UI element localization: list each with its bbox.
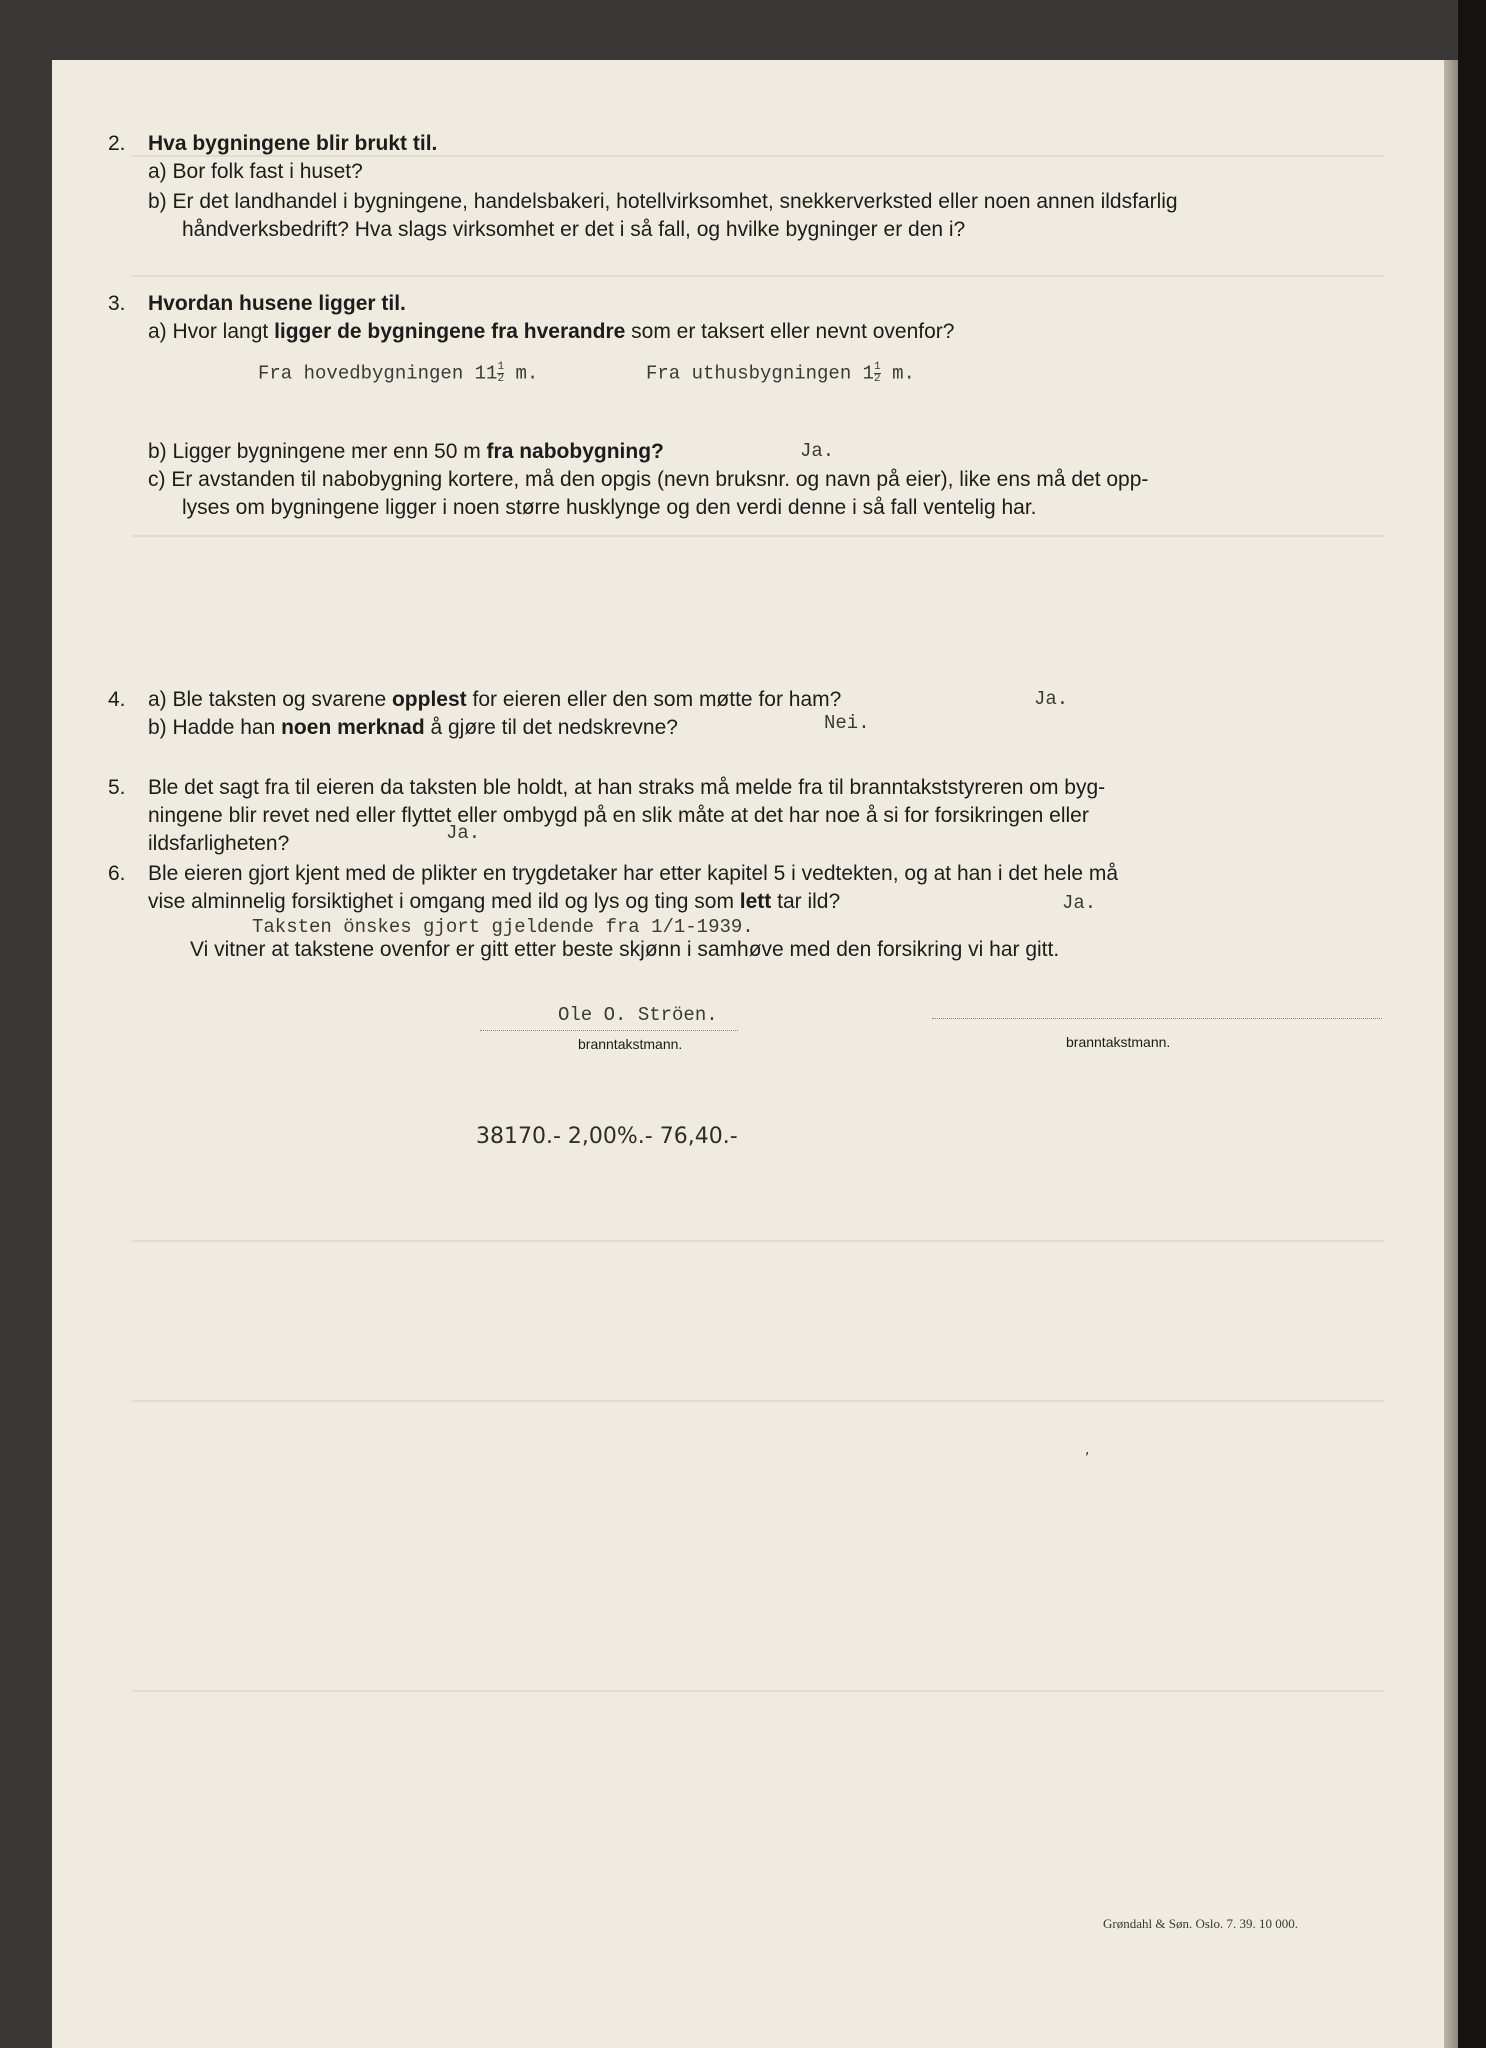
- question-emphasis: lett: [739, 890, 772, 913]
- question-2a: a) Bor folk fast i huset?: [148, 160, 363, 183]
- fraction-denominator: 2: [497, 373, 505, 385]
- handwritten-calculation: 38170.- 2,00%.- 76,40.-: [476, 1124, 738, 1149]
- question-5-line2: ningene blir revet ned eller flyttet eller ombygd på en slik måte at det har noe å si for forsikringen eller: [148, 804, 1089, 827]
- page-edge: [1444, 60, 1458, 2048]
- question-emphasis: noen merknad: [281, 716, 425, 739]
- section-heading: Hvordan husene ligger til.: [148, 292, 406, 315]
- fraction-numerator: 1: [874, 361, 881, 373]
- section-heading: Hva bygningene blir brukt til.: [148, 132, 438, 155]
- question-text: a) Hvor langt: [148, 320, 275, 343]
- bleed-through-line: [132, 275, 1384, 277]
- typed-answer-4b: Nei.: [824, 712, 870, 734]
- question-2b-line1: b) Er det landhandel i bygningene, handelsbakeri, hotellvirksomhet, snekkerverksted eller noen annen ildsfarlig: [148, 190, 1178, 213]
- question-6-line2: [148, 888, 840, 916]
- question-4b: [148, 714, 678, 742]
- answer-text: Fra uthusbygningen 1: [646, 362, 875, 385]
- question-text: vise alminnelig forsiktighet i omgang med ild og lys og ting som: [148, 890, 740, 913]
- fraction-denominator: 2: [874, 373, 881, 385]
- question-4a: [148, 686, 841, 714]
- question-text: b) Hadde han: [148, 716, 282, 739]
- question-5-line3: ildsfarligheten?: [148, 832, 290, 855]
- question-text: som er taksert eller nevnt ovenfor?: [625, 320, 955, 343]
- answer-text: Fra hovedbygningen 11: [258, 362, 498, 385]
- signature-left-name: Ole O. Ströen.: [558, 1004, 718, 1026]
- answer-unit: m.: [515, 362, 539, 385]
- question-text: tar ild?: [771, 890, 841, 913]
- bleed-through-line: [132, 1240, 1384, 1242]
- fraction-half: [874, 362, 881, 385]
- section-number: 5.: [108, 776, 126, 799]
- section-number: 3.: [108, 292, 126, 315]
- signature-right-label: branntakstmann.: [1066, 1034, 1171, 1050]
- question-emphasis: fra nabobygning?: [486, 440, 664, 463]
- stray-mark: ,: [1085, 1442, 1090, 1458]
- fraction-numerator: 1: [497, 361, 505, 373]
- question-6-line1: Ble eieren gjort kjent med de plikter en trygdetaker har etter kapitel 5 i vedtekten, og at han i det hele må: [148, 862, 1119, 885]
- fraction-half: [497, 362, 504, 385]
- signature-line-right: [932, 1018, 1382, 1019]
- typed-note-effective-date: Taksten önskes gjort gjeldende fra 1/1-1939.: [252, 916, 754, 938]
- attestation-text: Vi vitner at takstene ovenfor er gitt etter beste skjønn i samhøve med den forsikring vi har gitt.: [190, 938, 1060, 961]
- typed-answer-6: Ja.: [1062, 892, 1097, 914]
- question-text: for eieren eller den som møtte for ham?: [466, 688, 842, 711]
- printer-imprint: Grøndahl & Søn. Oslo. 7. 39. 10 000.: [1103, 1916, 1298, 1931]
- question-emphasis: ligger de bygningene fra hverandre: [274, 320, 626, 343]
- question-3c-line2: lyses om bygningene ligger i noen større husklynge og den verdi denne i så fall ventelig har.: [182, 496, 1037, 519]
- binding-strip: [1458, 0, 1486, 2048]
- answer-unit: m.: [892, 362, 915, 385]
- question-3a: [148, 318, 954, 346]
- section-number: 4.: [108, 688, 126, 711]
- question-text: a) Ble taksten og svarene: [148, 688, 392, 711]
- question-emphasis: opplest: [391, 688, 467, 711]
- bleed-through-line: [132, 1400, 1384, 1402]
- question-5-line1: Ble det sagt fra til eieren da taksten ble holdt, at han straks må melde fra til branntakststyreren om byg-: [148, 776, 1106, 799]
- question-3c-line1: c) Er avstanden til nabobygning kortere, må den opgis (nevn bruksnr. og navn på eier), like ens må det opp-: [148, 468, 1149, 491]
- bleed-through-line: [132, 535, 1384, 537]
- question-text: å gjøre til det nedskrevne?: [424, 716, 678, 739]
- typed-answer-3a-main-building: [258, 362, 538, 385]
- signature-left-label: branntakstmann.: [578, 1036, 683, 1052]
- document-page: [52, 60, 1444, 2048]
- typed-answer-3b: Ja.: [800, 440, 835, 462]
- section-number: 2.: [108, 132, 126, 155]
- bleed-through-line: [132, 1690, 1384, 1692]
- question-3b: [148, 438, 664, 466]
- typed-answer-3a-outbuilding: [646, 362, 915, 385]
- section-number: 6.: [108, 862, 126, 885]
- question-text: b) Ligger bygningene mer enn 50 m: [148, 440, 487, 463]
- typed-answer-5: Ja.: [446, 822, 481, 844]
- question-2b-line2: håndverksbedrift? Hva slags virksomhet er det i så fall, og hvilke bygninger er den i?: [182, 218, 966, 241]
- typed-answer-4a: Ja.: [1034, 688, 1069, 710]
